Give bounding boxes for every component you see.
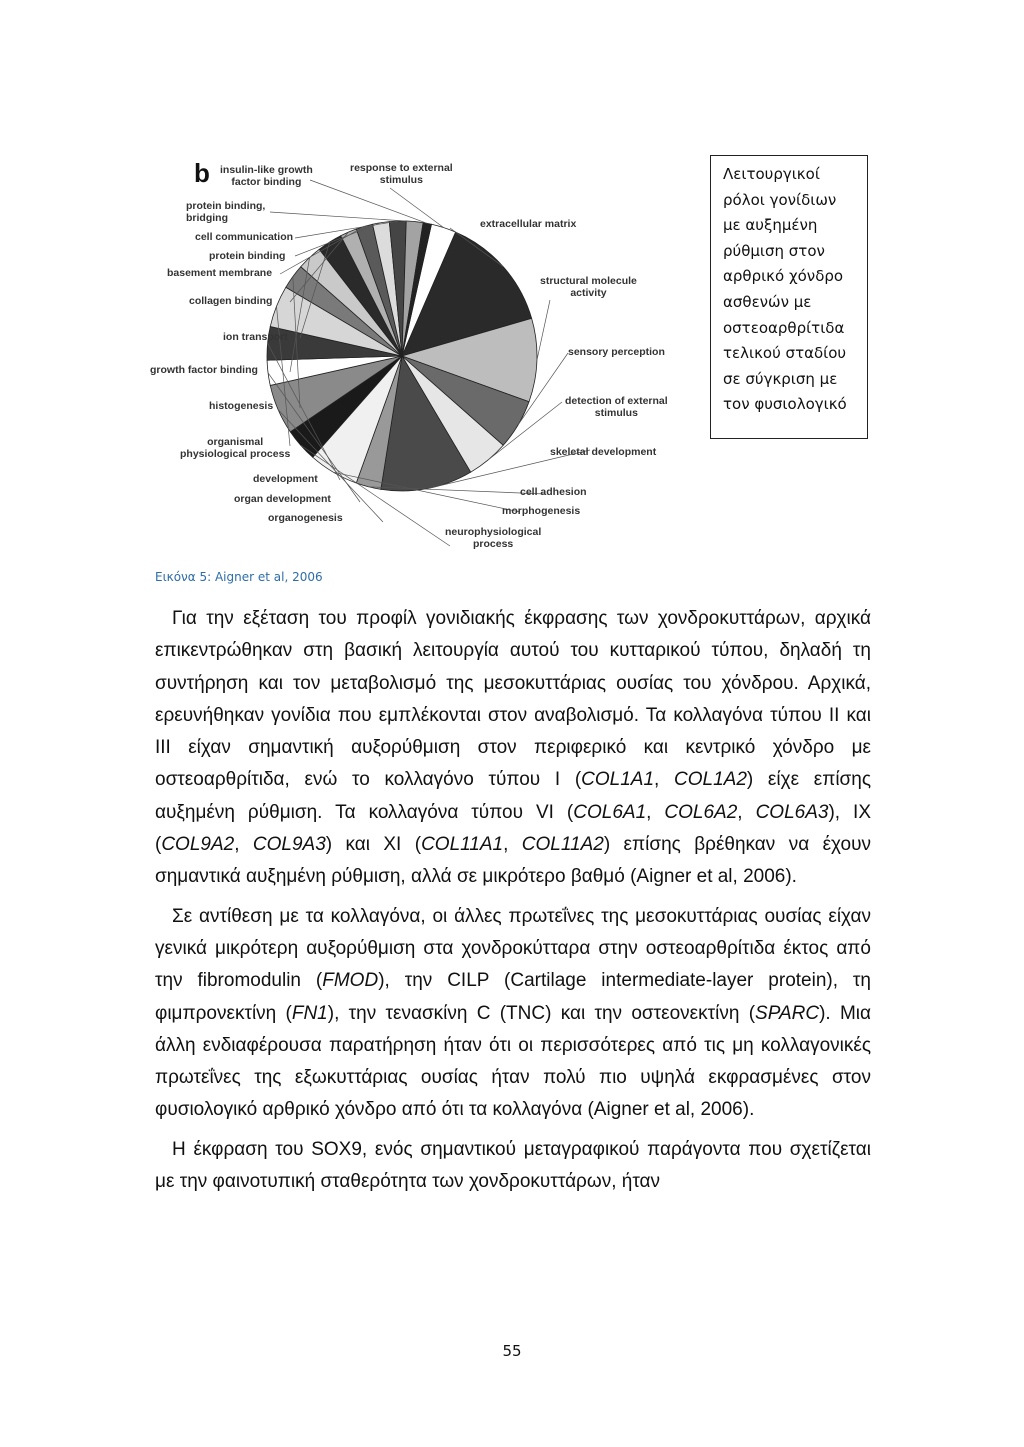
label-ion-transport: ion transport — [223, 331, 288, 343]
side-note-line: τον φυσιολογικό — [723, 395, 847, 414]
side-note-line: αρθρικό χόνδρο — [723, 267, 844, 286]
side-note-line: τελικού σταδίου — [723, 344, 847, 363]
label-cell-adhesion: cell adhesion — [520, 486, 587, 498]
label-histogenesis: histogenesis — [209, 400, 274, 412]
label-protein-binding: protein binding — [209, 250, 286, 262]
side-note-line: με αυξημένη — [723, 216, 818, 235]
label-organismal-process: organismal physiological process — [180, 436, 291, 460]
label-collagen-binding: collagen binding — [189, 295, 273, 307]
label-development: development — [253, 473, 318, 485]
side-note-line: ρόλοι γονίδιων — [723, 190, 837, 209]
side-note-line: οστεοαρθρίτιδα — [723, 318, 845, 337]
side-note-line: Λειτουργικοί — [723, 165, 820, 183]
label-cell-communication: cell communication — [195, 231, 294, 243]
label-neurophysiological-process: neurophysiological process — [445, 526, 542, 550]
paragraph-1: Για την εξέταση του προφίλ γονιδιακής έκφρασης των χονδροκυττάρων, αρχικά επικεντρώθηκαν στη βασική λειτουργία αυτού του κυτταρικού τύπου, δηλαδή τη συντήρηση και τον μεταβολισμό της μεσοκυττάριας ουσίας του χόνδρου. Αρχικά, ερευνήθηκαν γονίδια που εμπλέκονται στον αναβολισμό. Τα κολλαγόνα τύπου II και III είχαν σημαντική αυξορύθμιση στον περιφερικό και κεντρικό χόνδρο με οστεοαρθρίτιδα, ενώ το κολλαγόνο τύπου I (COL1A1, COL1A2) είχε επίσης αυξημένη ρύθμιση. Τα κολλαγόνα τύπου VI (COL6A1, COL6A2, COL6A3), IX (COL9A2, COL9A3) και XI (COL11A1, COL11A2) επίσης βρέθηκαν να έχουν σημαντικά αυξημένη ρύθμιση, αλλά σε μικρότερο βαθμό (Aigner et al, 2006). — [155, 608, 872, 888]
label-extracellular-matrix: extracellular matrix — [480, 218, 577, 230]
leader-line — [310, 180, 427, 223]
side-note-box — [710, 155, 868, 439]
body-text — [155, 603, 871, 1205]
label-insulin-growth: insulin-like growth factor binding — [220, 164, 313, 188]
label-organ-development: organ development — [234, 493, 331, 505]
leader-line — [270, 212, 415, 222]
label-protein-binding-bridging: protein binding, bridging — [186, 200, 266, 224]
label-growth-factor-binding: growth factor binding — [150, 364, 258, 376]
label-morphogenesis: morphogenesis — [502, 505, 581, 517]
label-response-stimulus: response to external stimulus — [350, 162, 453, 186]
side-note-line: σε σύγκριση με — [723, 369, 838, 388]
label-detection-stimulus: detection of external stimulus — [565, 395, 668, 419]
go-pie-figure — [150, 150, 710, 570]
label-sensory-perception: sensory perception — [568, 346, 665, 358]
label-structural-molecule: structural molecule activity — [540, 275, 637, 299]
figure-caption: Εικόνα 5: Aigner et al, 2006 — [155, 570, 323, 584]
paragraph-2: Σε αντίθεση με τα κολλαγόνα, οι άλλες πρωτεΐνες της μεσοκυττάριας ουσίας είχαν γενικά μικρότερη αυξορύθμιση στα χονδροκύτταρα στην οστεοαρθρίτιδα έκτος από την fibromodulin (FMOD), την CILP (Cartilage intermediate-layer protein), τη φιμπρονεκτίνη (FN1), την τενασκίνη C (TNC) και την οστεονεκτίνη (SPARC). Μια άλλη ενδιαφέρουσα παρατήρηση ήταν ότι οι περισσότερες από τις μη κολλαγονικές πρωτεΐνες της εξωκυττάριας ουσίας ήταν πολύ πιο υψηλά εκφρασμένες στον φυσιολογικό αρθρικό χόνδρο από ότι τα κολλαγόνα (Aigner et al, 2006). — [155, 905, 872, 1121]
figure-panel-letter: b — [194, 158, 210, 188]
page-number: 55 — [502, 1342, 522, 1360]
label-skeletal-development: skeletal development — [550, 446, 657, 458]
label-organogenesis: organogenesis — [268, 512, 343, 524]
side-note-line: ρύθμιση στον — [723, 241, 825, 260]
leader-line — [537, 300, 550, 360]
paragraph-3: Η έκφραση του SOX9, ενός σημαντικού μεταγραφικού παράγοντα που σχετίζεται με την φαινοτυπική σταθερότητα των χονδροκυττάρων, ήταν — [155, 1138, 871, 1193]
side-note-line: ασθενών με — [723, 292, 812, 311]
label-basement-membrane: basement membrane — [167, 267, 273, 279]
